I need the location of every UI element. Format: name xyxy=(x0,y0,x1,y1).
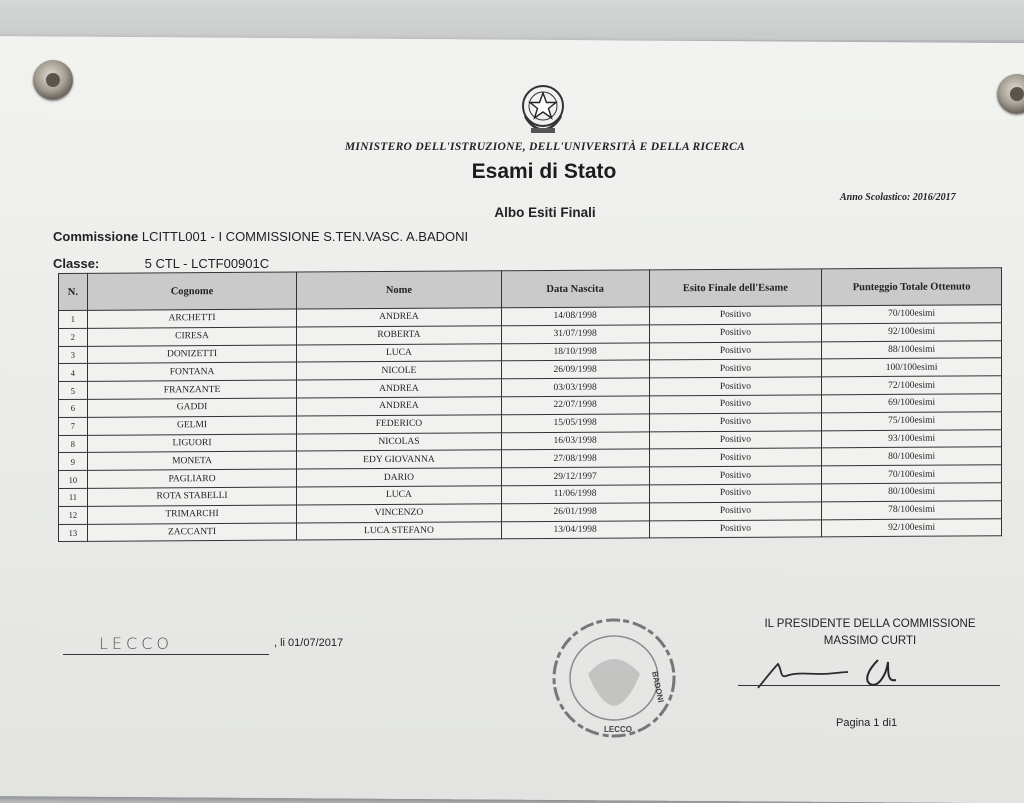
column-header: Data Nascita xyxy=(501,270,649,308)
place-field xyxy=(63,636,269,655)
row-number: 2 xyxy=(59,328,88,346)
cognome-cell: DONIZETTI xyxy=(87,345,296,364)
nome-cell: ANDREA xyxy=(297,379,501,398)
birthdate-cell: 31/07/1998 xyxy=(501,325,649,344)
score-cell: 80/100esimi xyxy=(822,483,1002,502)
esito-cell: Positivo xyxy=(649,466,822,485)
birthdate-cell: 29/12/1997 xyxy=(501,467,649,486)
nome-cell: ROBERTA xyxy=(297,326,501,345)
nome-cell: LUCA xyxy=(297,486,501,505)
commission-line xyxy=(53,229,468,244)
esito-cell: Positivo xyxy=(649,519,822,538)
row-number: 5 xyxy=(59,382,88,400)
nome-cell: NICOLAS xyxy=(297,432,501,451)
class-line xyxy=(53,256,269,271)
score-cell: 80/100esimi xyxy=(822,447,1002,466)
column-header: Cognome xyxy=(87,272,296,310)
birthdate-cell: 18/10/1998 xyxy=(501,342,649,361)
nome-cell: VINCENZO xyxy=(297,504,501,523)
birthdate-cell: 14/08/1998 xyxy=(501,307,649,326)
column-header: N. xyxy=(59,273,88,310)
cognome-cell: PAGLIARO xyxy=(87,469,296,488)
row-number: 11 xyxy=(59,488,88,506)
nome-cell: EDY GIOVANNA xyxy=(297,450,501,469)
cognome-cell: FONTANA xyxy=(87,362,296,381)
class-label: Classe: xyxy=(53,256,100,271)
italian-republic-emblem-icon xyxy=(517,80,569,136)
document-subtitle: Albo Esiti Finali xyxy=(494,205,596,220)
nome-cell: DARIO xyxy=(297,468,501,487)
cognome-cell: GELMI xyxy=(87,416,296,435)
esito-cell: Positivo xyxy=(649,502,822,521)
school-year: Anno Scolastico: 2016/2017 xyxy=(840,192,956,203)
score-cell: 100/100esimi xyxy=(822,358,1002,377)
esito-cell: Positivo xyxy=(649,430,822,449)
stamp-text-badoni: BADONI xyxy=(650,670,666,704)
score-cell: 70/100esimi xyxy=(822,465,1002,484)
row-number: 4 xyxy=(59,364,88,382)
esito-cell: Positivo xyxy=(649,377,822,396)
score-cell: 78/100esimi xyxy=(822,501,1002,520)
row-number: 7 xyxy=(59,417,88,435)
column-header: Nome xyxy=(297,271,501,309)
birthdate-cell: 03/03/1998 xyxy=(501,378,649,397)
president-block xyxy=(745,616,995,650)
cognome-cell: FRANZANTE xyxy=(87,380,296,399)
cognome-cell: ROTA STABELLI xyxy=(87,487,296,506)
column-header: Punteggio Totale Ottenuto xyxy=(822,268,1002,306)
cognome-cell: LIGUORI xyxy=(87,434,296,453)
esito-cell: Positivo xyxy=(649,395,822,414)
score-cell: 92/100esimi xyxy=(822,323,1002,342)
score-cell: 93/100esimi xyxy=(822,429,1002,448)
signature-line xyxy=(738,685,1000,686)
score-cell: 75/100esimi xyxy=(822,412,1002,431)
row-number: 3 xyxy=(59,346,88,364)
table-header-row xyxy=(59,268,1002,311)
page-number: Pagina 1 di1 xyxy=(836,717,898,729)
birthdate-cell: 22/07/1998 xyxy=(501,396,649,415)
esito-cell: Positivo xyxy=(649,484,822,503)
esito-cell: Positivo xyxy=(649,448,822,467)
esito-cell: Positivo xyxy=(649,359,822,378)
score-cell: 70/100esimi xyxy=(822,305,1002,324)
birthdate-cell: 11/06/1998 xyxy=(501,485,649,504)
commission-value: LCITTL001 - I COMMISSIONE S.TEN.VASC. A.BADONI xyxy=(141,229,469,244)
score-cell: 88/100esimi xyxy=(822,340,1002,359)
nome-cell: ANDREA xyxy=(297,397,501,416)
wall-background xyxy=(0,0,1024,40)
birthdate-cell: 15/05/1998 xyxy=(501,414,649,433)
rivet-icon xyxy=(33,60,73,100)
column-header: Esito Finale dell'Esame xyxy=(649,269,822,307)
nome-cell: ANDREA xyxy=(297,308,501,327)
results-table xyxy=(58,267,1002,542)
row-number: 13 xyxy=(59,524,88,542)
row-number: 1 xyxy=(59,310,88,328)
ministry-header: MINISTERO DELL'ISTRUZIONE, DELL'UNIVERSITÀ E DELLA RICERCA xyxy=(344,141,746,153)
cognome-cell: GADDI xyxy=(87,398,296,417)
nome-cell: LUCA xyxy=(297,343,501,362)
nome-cell: FEDERICO xyxy=(297,415,501,434)
row-number: 9 xyxy=(59,453,88,471)
cognome-cell: MONETA xyxy=(87,451,296,470)
row-number: 8 xyxy=(59,435,88,453)
row-number: 6 xyxy=(59,399,88,417)
cognome-cell: ARCHETTI xyxy=(87,309,296,328)
school-stamp-icon xyxy=(548,614,680,742)
score-cell: 92/100esimi xyxy=(822,518,1002,537)
birthdate-cell: 13/04/1998 xyxy=(501,520,649,539)
row-number: 12 xyxy=(59,506,88,524)
place-handwritten: LECCO xyxy=(99,634,173,653)
handwritten-signature-icon xyxy=(752,648,922,694)
nome-cell: LUCA STEFANO xyxy=(297,521,501,540)
score-cell: 72/100esimi xyxy=(822,376,1002,395)
esito-cell: Positivo xyxy=(649,324,822,343)
birthdate-cell: 26/09/1998 xyxy=(501,360,649,379)
esito-cell: Positivo xyxy=(649,413,822,432)
birthdate-cell: 27/08/1998 xyxy=(501,449,649,468)
esito-cell: Positivo xyxy=(649,341,822,360)
score-cell: 69/100esimi xyxy=(822,394,1002,413)
nome-cell: NICOLE xyxy=(297,361,501,380)
cognome-cell: CIRESA xyxy=(87,327,296,346)
president-name: MASSIMO CURTI xyxy=(823,635,917,647)
issue-date: , li 01/07/2017 xyxy=(274,637,344,649)
birthdate-cell: 16/03/1998 xyxy=(501,431,649,450)
esito-cell: Positivo xyxy=(649,306,822,325)
commission-label: Commissione xyxy=(53,229,139,244)
president-title: IL PRESIDENTE DELLA COMMISSIONE xyxy=(764,618,976,630)
row-number: 10 xyxy=(59,470,88,488)
cognome-cell: ZACCANTI xyxy=(87,523,296,542)
page-title: Esami di Stato xyxy=(471,160,617,183)
stamp-text-lecco: LECCO xyxy=(604,725,632,734)
birthdate-cell: 26/01/1998 xyxy=(501,503,649,522)
cognome-cell: TRIMARCHI xyxy=(87,505,296,524)
class-value: 5 CTL - LCTF00901C xyxy=(144,256,270,271)
